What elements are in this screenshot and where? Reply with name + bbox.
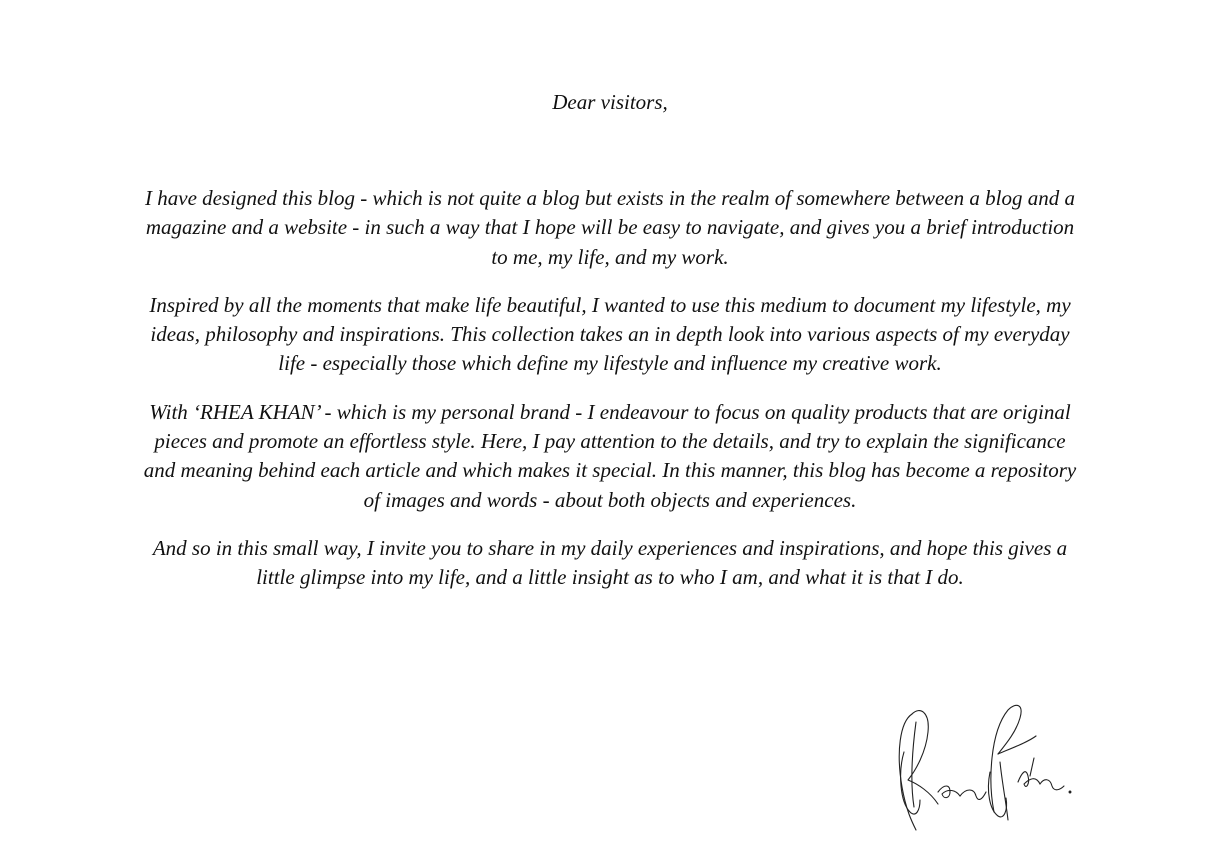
letter-paragraph-2: Inspired by all the moments that make life beautiful, I wanted to use this medium to document my lifestyle, my ideas, philosophy and inspirations. This collection takes an in depth look into various aspects of my everyday life - especially those which define my lifestyle and influence my creative work.	[149, 292, 1071, 376]
letter-greeting: Dear visitors,	[552, 90, 668, 114]
letter-paragraph-4: And so in this small way, I invite you to share in my daily experiences and inspirations, and hope this gives a little glimpse into my life, and a little insight as to who I am, and what it is that I do.	[152, 535, 1068, 590]
signature-drawing	[890, 692, 1080, 842]
handwritten-signature-icon	[890, 692, 1080, 842]
letter-paragraph-1: I have designed this blog - which is not quite a blog but exists in the realm of somewhere between a blog and a magazine and a website - in such a way that I hope will be easy to navigate, and gives you a brief introduction to me, my life, and my work.	[145, 186, 1075, 269]
letter-paragraph-3: With ‘RHEA KHAN’ - which is my personal brand - I endeavour to focus on quality products that are original pieces and promote an effortless style. Here, I pay attention to the details, and try to explain the significance and meaning behind each article and which makes it special. In this manner, this blog has become a repository of images and words - about both objects and experiences.	[143, 399, 1077, 512]
letter-body	[140, 184, 1080, 612]
